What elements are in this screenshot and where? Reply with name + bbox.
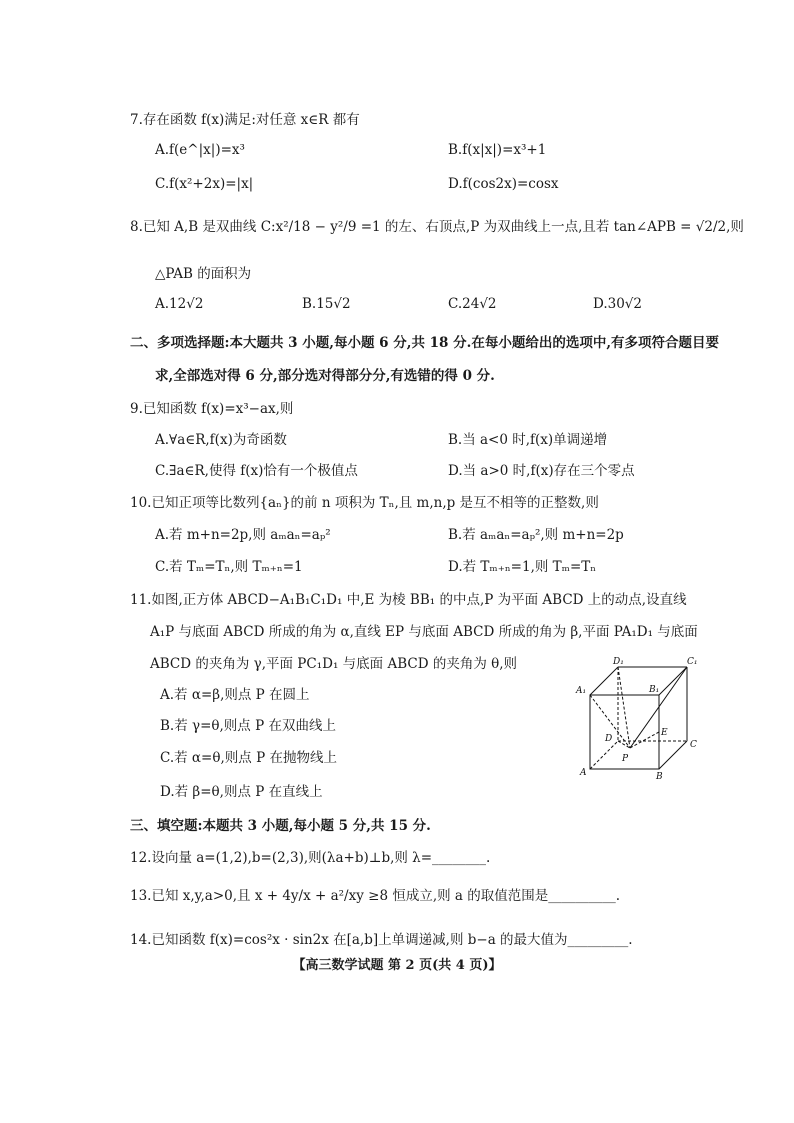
q7-option-a: A.f(e^|x|)=x³: [155, 142, 245, 158]
q7-option-b: B.f(x|x|)=x³+1: [448, 142, 547, 158]
q7-option-d: D.f(cos2x)=cosx: [448, 176, 559, 192]
q13-text: 13.已知 x,y,a>0,且 x + 4y/x + a²/xy ≥8 恒成立,则 a 的取值范围是__________.: [130, 888, 621, 904]
q11-stem-line3: ABCD 的夹角为 γ,平面 PC₁D₁ 与底面 ABCD 的夹角为 θ,则: [150, 656, 518, 672]
q9-option-d: D.当 a>0 时,f(x)存在三个零点: [448, 463, 635, 479]
q8-stem: 8.已知 A,B 是双曲线 C:x²/18 − y²/9 =1 的左、右顶点,P 为双曲线上一点,且若 tan∠APB = √2/2,则: [130, 219, 744, 235]
cube-figure: [570, 655, 705, 785]
q9-option-c: C.∃a∈R,使得 f(x)恰有一个极值点: [155, 463, 358, 479]
section2-heading-cont: 求,全部选对得 6 分,部分选对得部分分,有选错的得 0 分.: [155, 368, 495, 384]
q11-option-d: D.若 β=θ,则点 P 在直线上: [160, 784, 323, 800]
section2-heading: 二、多项选择题:本大题共 3 小题,每小题 6 分,共 18 分.在每小题给出的选项中,有多项符合题目要: [130, 335, 720, 351]
q8-option-a: A.12√2: [155, 296, 204, 312]
q11-stem-line2: A₁P 与底面 ABCD 所成的角为 α,直线 EP 与底面 ABCD 所成的角为 β,平面 PA₁D₁ 与底面: [150, 624, 698, 640]
q10-stem: 10.已知正项等比数列{aₙ}的前 n 项积为 Tₙ,且 m,n,p 是互不相等的正整数,则: [130, 495, 599, 511]
q8-option-c: C.24√2: [448, 296, 497, 312]
label-E: E: [661, 728, 668, 738]
q12-text: 12.设向量 a=(1,2),b=(2,3),则(λa+b)⊥b,则 λ=________.: [130, 850, 491, 866]
label-D1: D₁: [613, 657, 624, 667]
label-A: A: [580, 768, 587, 778]
q11-option-b: B.若 γ=θ,则点 P 在双曲线上: [160, 718, 336, 734]
q8-stem-cont: △PAB 的面积为: [155, 266, 252, 282]
label-C: C: [690, 740, 697, 750]
q7-option-c: C.f(x²+2x)=|x|: [155, 176, 254, 192]
q9-stem: 9.已知函数 f(x)=x³−ax,则: [130, 401, 294, 417]
label-P: P: [622, 754, 629, 764]
q10-option-a: A.若 m+n=2p,则 aₘaₙ=aₚ²: [155, 527, 331, 543]
label-B: B: [656, 772, 663, 782]
q10-option-b: B.若 aₘaₙ=aₚ²,则 m+n=2p: [448, 527, 624, 543]
q8-option-d: D.30√2: [593, 296, 643, 312]
q11-stem-line1: 11.如图,正方体 ABCD−A₁B₁C₁D₁ 中,E 为棱 BB₁ 的中点,P 为平面 ABCD 上的动点,设直线: [130, 592, 687, 608]
q10-option-c: C.若 Tₘ=Tₙ,则 Tₘ₊ₙ=1: [155, 559, 303, 575]
page-footer: 【高三数学试题 第 2 页(共 4 页)】: [292, 958, 502, 973]
q8-option-b: B.15√2: [302, 296, 351, 312]
q14-text: 14.已知函数 f(x)=cos²x · sin2x 在[a,b]上单调递减,则 b−a 的最大值为_________.: [130, 932, 633, 948]
label-D: D: [605, 734, 613, 744]
q9-option-a: A.∀a∈R,f(x)为奇函数: [155, 432, 287, 448]
q7-stem: 7.存在函数 f(x)满足:对任意 x∈R 都有: [130, 112, 360, 128]
q9-option-b: B.当 a<0 时,f(x)单调递增: [448, 432, 608, 448]
label-C1: C₁: [687, 657, 698, 667]
q11-option-c: C.若 α=θ,则点 P 在抛物线上: [160, 750, 337, 766]
label-A1: A₁: [576, 686, 587, 696]
q11-option-a: A.若 α=β,则点 P 在圆上: [160, 687, 310, 703]
section3-heading: 三、填空题:本题共 3 小题,每小题 5 分,共 15 分.: [130, 818, 431, 834]
q10-option-d: D.若 Tₘ₊ₙ=1,则 Tₘ=Tₙ: [448, 559, 597, 575]
label-B1: B₁: [649, 685, 660, 695]
